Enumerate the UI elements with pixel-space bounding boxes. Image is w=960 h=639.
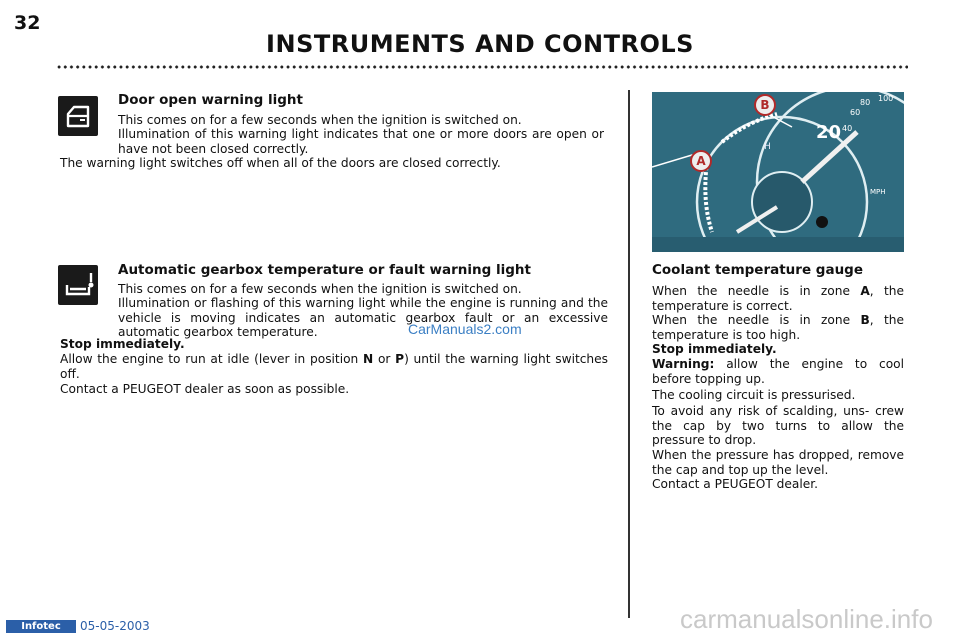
coolant-gauge-image — [652, 92, 904, 252]
gearbox-allow — [60, 352, 608, 381]
site-watermark: carmanualsonline.info — [680, 604, 933, 634]
gearbox-stop: Stop immediately. — [60, 337, 185, 351]
dotted-rule — [56, 64, 908, 70]
zone-a-text-1: When the needle is in zone — [652, 284, 861, 298]
zone-b-text-1: When the needle is in zone — [652, 313, 861, 327]
allow-text-1: Allow the engine to run at idle (lever in position — [60, 352, 364, 366]
coolant-zone-b — [652, 313, 904, 342]
gauge-mark-h: H — [764, 142, 771, 152]
gearbox-line-2-block — [60, 296, 608, 340]
speed-60: 60 — [850, 108, 861, 117]
gauge-mph: MPH — [870, 188, 886, 196]
door-line-3: The warning light switches off when all of the doors are closed correctly. — [60, 156, 501, 170]
gearbox-heading: Automatic gearbox temperature or fault warning light — [118, 262, 531, 278]
coolant-zone-a — [652, 284, 904, 313]
warning-label: Warning: — [652, 357, 715, 371]
gearbox-line-1: This comes on for a few seconds when the ignition is switched on. — [118, 282, 522, 296]
speed-80: 80 — [860, 98, 871, 107]
gearbox-line-2: Illumination or flashing of this warning light while the engine is running and the vehicle is moving indicates an automatic gearbox fault or an excessive automatic gearbox temperature. — [118, 296, 608, 339]
door-line-1: This comes on for a few seconds when the ignition is switched on. — [118, 113, 522, 127]
zone-b-letter: B — [860, 313, 870, 327]
speed-100: 100 — [878, 94, 894, 103]
column-divider — [628, 90, 630, 618]
footer-date: 05-05-2003 — [80, 619, 150, 633]
speed-20: 20 — [816, 122, 842, 143]
coolant-heading: Coolant temperature gauge — [652, 262, 864, 278]
page-title: INSTRUMENTS AND CONTROLS — [266, 30, 694, 58]
warning-text: allow the engine to cool before topping up. — [652, 357, 904, 386]
coolant-warning — [652, 357, 904, 386]
zone-a-letter: A — [860, 284, 870, 298]
zone-b-text-2: , the temperature is too high. — [652, 313, 904, 342]
page-number: 32 — [14, 12, 41, 34]
zone-b-label: B — [754, 94, 776, 116]
door-line-2: Illumination of this warning light indicates that one or more doors are open or have not been closed correctly. — [118, 127, 604, 156]
lever-n: N — [363, 352, 374, 366]
door-heading: Door open warning light — [118, 92, 303, 108]
watermark: CarManuals2.com — [408, 321, 522, 337]
gearbox-contact: Contact a PEUGEOT dealer as soon as possible. — [60, 382, 350, 396]
speed-40: 40 — [842, 124, 853, 133]
door-open-icon — [58, 96, 98, 136]
coolant-stop: Stop immediately. — [652, 342, 777, 356]
allow-text-2: or — [373, 352, 396, 366]
coolant-dropped: When the pressure has dropped, remove the cap and top up the level. — [652, 448, 904, 477]
coolant-scalding: To avoid any risk of scalding, uns- crew the cap by two turns to allow the pressure to drop. — [652, 404, 904, 447]
infotec-logo: Infotec — [6, 620, 76, 633]
coolant-contact: Contact a PEUGEOT dealer. — [652, 477, 819, 491]
allow-text-3: ) until the warning light switches off. — [60, 352, 609, 381]
lever-p: P — [395, 352, 405, 366]
coolant-pressurised: The cooling circuit is pressurised. — [652, 388, 856, 402]
zone-a-label: A — [690, 150, 712, 172]
zone-a-text-2: , the temperature is correct. — [652, 284, 905, 313]
